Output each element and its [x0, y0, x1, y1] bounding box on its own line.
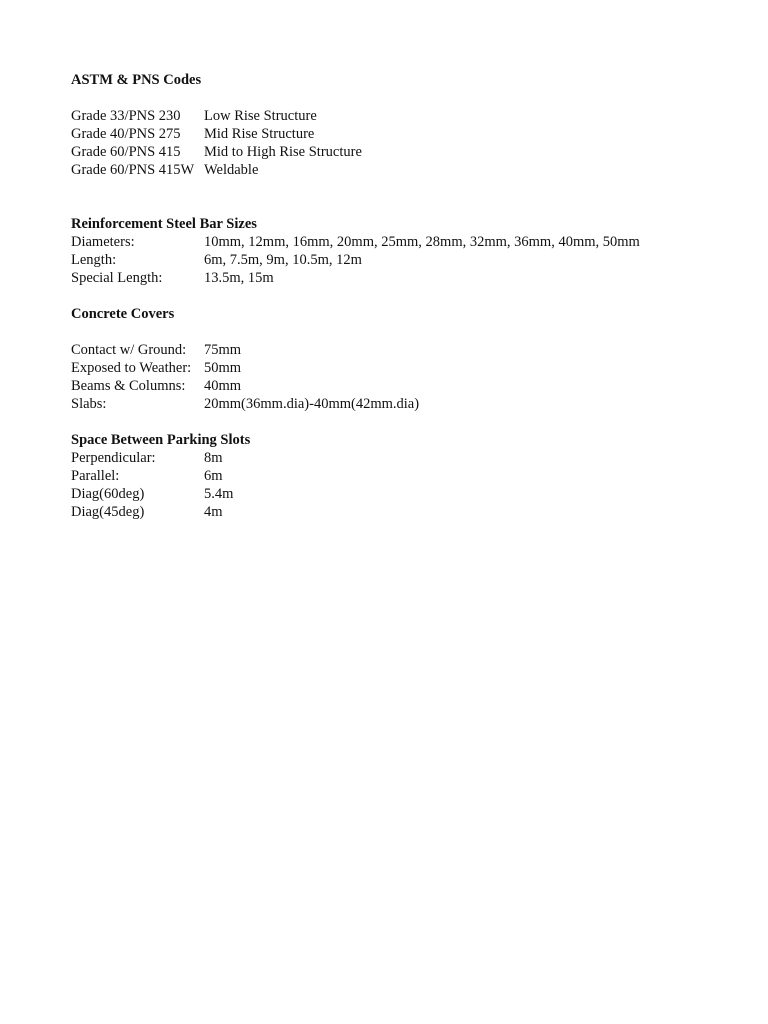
section-heading: Space Between Parking Slots [71, 432, 251, 448]
row-label: Length: [71, 252, 117, 268]
section-heading: ASTM & PNS Codes [71, 72, 202, 88]
row-value: 10mm, 12mm, 16mm, 20mm, 25mm, 28mm, 32mm, 36mm, 40mm, 50mm [204, 234, 640, 250]
list-item [71, 251, 751, 269]
list-item [71, 341, 751, 359]
list-item [71, 467, 751, 485]
row-label: Slabs: [71, 396, 107, 412]
list-item [71, 143, 751, 161]
row-value: 8m [204, 450, 223, 466]
section-steel-bar-sizes [71, 215, 751, 287]
row-label: Special Length: [71, 270, 163, 286]
section-astm-pns-codes [71, 71, 751, 179]
list-item [71, 107, 751, 125]
list-item [71, 161, 751, 179]
section-parking-slots [71, 431, 751, 521]
row-label: Diag(45deg) [71, 504, 145, 520]
row-label: Contact w/ Ground: [71, 342, 187, 358]
row-value: 20mm(36mm.dia)-40mm(42mm.dia) [204, 396, 420, 412]
section-heading: Reinforcement Steel Bar Sizes [71, 216, 257, 232]
row-value: 5.4m [204, 486, 234, 502]
row-label: Grade 40/PNS 275 [71, 126, 181, 142]
row-label: Beams & Columns: [71, 378, 186, 394]
row-value: Low Rise Structure [204, 108, 317, 124]
list-item [71, 395, 751, 413]
row-label: Grade 60/PNS 415 [71, 144, 181, 160]
list-item [71, 359, 751, 377]
row-label: Diag(60deg) [71, 486, 145, 502]
list-item [71, 269, 751, 287]
row-value: 75mm [204, 342, 242, 358]
list-item [71, 503, 751, 521]
list-item [71, 377, 751, 395]
row-value: 6m, 7.5m, 9m, 10.5m, 12m [204, 252, 362, 268]
row-value: 4m [204, 504, 223, 520]
row-label: Parallel: [71, 468, 120, 484]
row-value: 13.5m, 15m [204, 270, 274, 286]
row-label: Exposed to Weather: [71, 360, 192, 376]
row-value: 40mm [204, 378, 242, 394]
section-concrete-covers [71, 305, 751, 413]
document-page [71, 71, 751, 521]
row-label: Perpendicular: [71, 450, 156, 466]
row-value: 6m [204, 468, 223, 484]
list-item [71, 449, 751, 467]
row-value: 50mm [204, 360, 242, 376]
section-heading: Concrete Covers [71, 306, 175, 322]
row-value: Mid Rise Structure [204, 126, 315, 142]
list-item [71, 125, 751, 143]
row-label: Grade 33/PNS 230 [71, 108, 181, 124]
row-value: Weldable [204, 162, 259, 178]
row-value: Mid to High Rise Structure [204, 144, 362, 160]
row-label: Diameters: [71, 234, 135, 250]
list-item [71, 233, 751, 251]
list-item [71, 485, 751, 503]
row-label: Grade 60/PNS 415W [71, 162, 195, 178]
